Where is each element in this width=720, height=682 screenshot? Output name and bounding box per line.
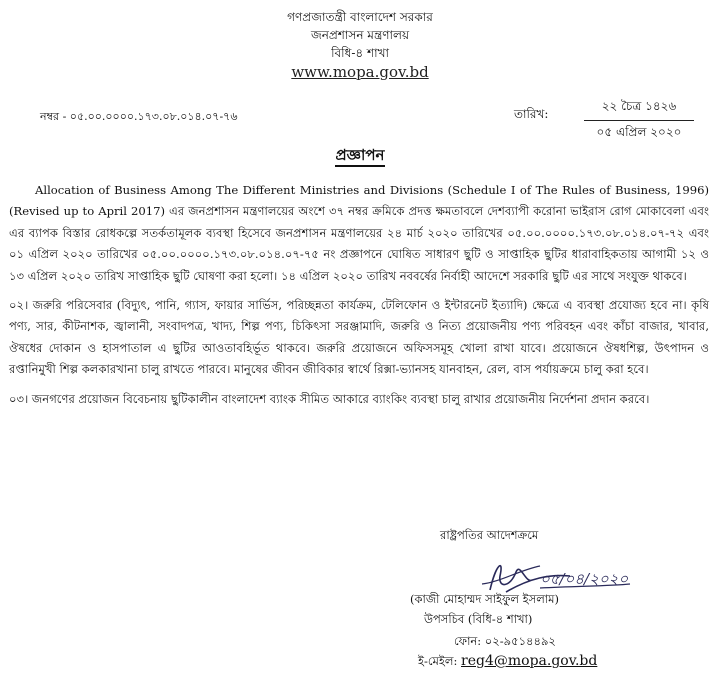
- document-body: [9, 180, 709, 418]
- document-title: [0, 144, 720, 169]
- ministry-name: জনপ্রশাসন মন্ত্রণালয়: [310, 28, 410, 42]
- handwritten-date: ০৫/০৪/২০২০: [540, 570, 629, 588]
- paragraph-2: ০২। জরুরি পরিসেবার (বিদ্যুৎ, পানি, গ্যাস, ফায়ার সার্ভিস, পরিচ্ছন্নতা কার্যক্রম, টেলিফোন ও ইন্টারনেট ইত্যাদি) ক্ষেত্রে এ ব্যবস্থা প্রযোজ্য হবে না। কৃষি পণ্য, সার, কীটনাশক, জ্বালানী, সংবাদপত্র, খাদ্য, শিল্প পণ্য, চিকিৎসা সরঞ্জামাদি, জরুরি ও নিত্য প্রয়োজনীয় পণ্য পরিবহন এবং কাঁচা বাজার, খাবার, ঔষধের দোকান ও হাসপাতাল এ ছুটির আওতাবহির্ভূত থাকবে। জরুরি প্রয়োজনে অফিসসমূহ খোলা রাখা যাবে। প্রয়োজনে ঔষধশিল্প, উৎপাদন ও রপ্তানিমুখী শিল্প কলকারখানা চালু রাখতে পারবে। মানুষের জীবন জীবিকার স্বার্থে রিক্সা-ভ্যানসহ যানবাহন, রেল, বাস পর্যায়ক্রমে চালু করা হবে।: [9, 298, 709, 377]
- title-text: প্রজ্ঞাপন: [335, 146, 384, 167]
- paragraph-3: ০৩। জনগণের প্রয়োজন বিবেচনায় ছুটিকালীন বাংলাদেশ ব্যাংক সীমিত আকারে ব্যাংকিং ব্যবস্থা চালু রাখার প্রয়োজনীয় নির্দেশনা প্রদান করবে।: [9, 391, 650, 406]
- signatory-name: (কাজী মোহাম্মদ সাইফুল ইসলাম): [410, 592, 559, 606]
- date-block: [584, 98, 694, 144]
- government-name: গণপ্রজাতন্ত্রী বাংলাদেশ সরকার: [287, 10, 433, 24]
- phone-number: ফোন: ০২-৯৫১৪৪৯২: [454, 634, 556, 648]
- letterhead: [0, 8, 720, 82]
- email-address[interactable]: reg4@mopa.gov.bd: [461, 653, 598, 669]
- paragraph-1: Allocation of Business Among The Different Ministries and Divisions (Schedule I of The Rules of Business, 1996) (Revised up to April 2017) এর জনপ্রশাসন মন্ত্রণালয়ের অংশে ৩৭ নম্বর ক্রমিকে প্রদত্ত ক্ষমতাবলে দেশব্যাপী করোনা ভাইরাস রোগ মোকাবেলা এবং এর ব্যাপক বিস্তার রোধকল্পে সতর্কতামূলক ব্যবস্থা হিসেবে জনপ্রশাসন মন্ত্রণালয়ের ২৪ মার্চ ২০২০ তারিখের ০৫.০০.০০০০.১৭৩.০৮.০১৪.০৭-৭২ এবং ০১ এপ্রিল ২০২০ তারিখের ০৫.০০.০০০০.১৭৩.০৮.০১৪.০৭-৭৫ নং প্রজ্ঞাপনে ঘোষিত সাধারণ ছুটি ও সাপ্তাহিক ছুটির ধারাবাহিকতায় আগামী ১২ ও ১৩ এপ্রিল ২০২০ তারিখ সাপ্তাহিক ছুটি ঘোষণা করা হলো। ১৪ এপ্রিল ২০২০ তারিখ নববর্ষের নির্বাহী আদেশে সরকারি ছুটি এর সাথে সংযুক্ত থাকবে।: [9, 183, 709, 283]
- section-name: বিধি-৪ শাখা: [331, 46, 389, 60]
- date-bangla-calendar: ২২ চৈত্র ১৪২৬: [584, 98, 694, 121]
- date-label: তারিখ:: [514, 107, 549, 121]
- website-link[interactable]: www.mopa.gov.bd: [291, 63, 429, 81]
- memo-number: নম্বর - ০৫.০০.০০০০.১৭৩.০৮.০১৪.০৭-৭৬: [40, 110, 238, 123]
- email-line: [418, 650, 597, 672]
- email-label: ই-মেইল:: [418, 654, 458, 668]
- signatory-designation: উপসচিব (বিধি-৪ শাখা): [424, 612, 533, 626]
- date-gregorian: ০৫ এপ্রিল ২০২০: [596, 125, 682, 139]
- order-line: রাষ্ট্রপতির আদেশক্রমে: [440, 528, 539, 542]
